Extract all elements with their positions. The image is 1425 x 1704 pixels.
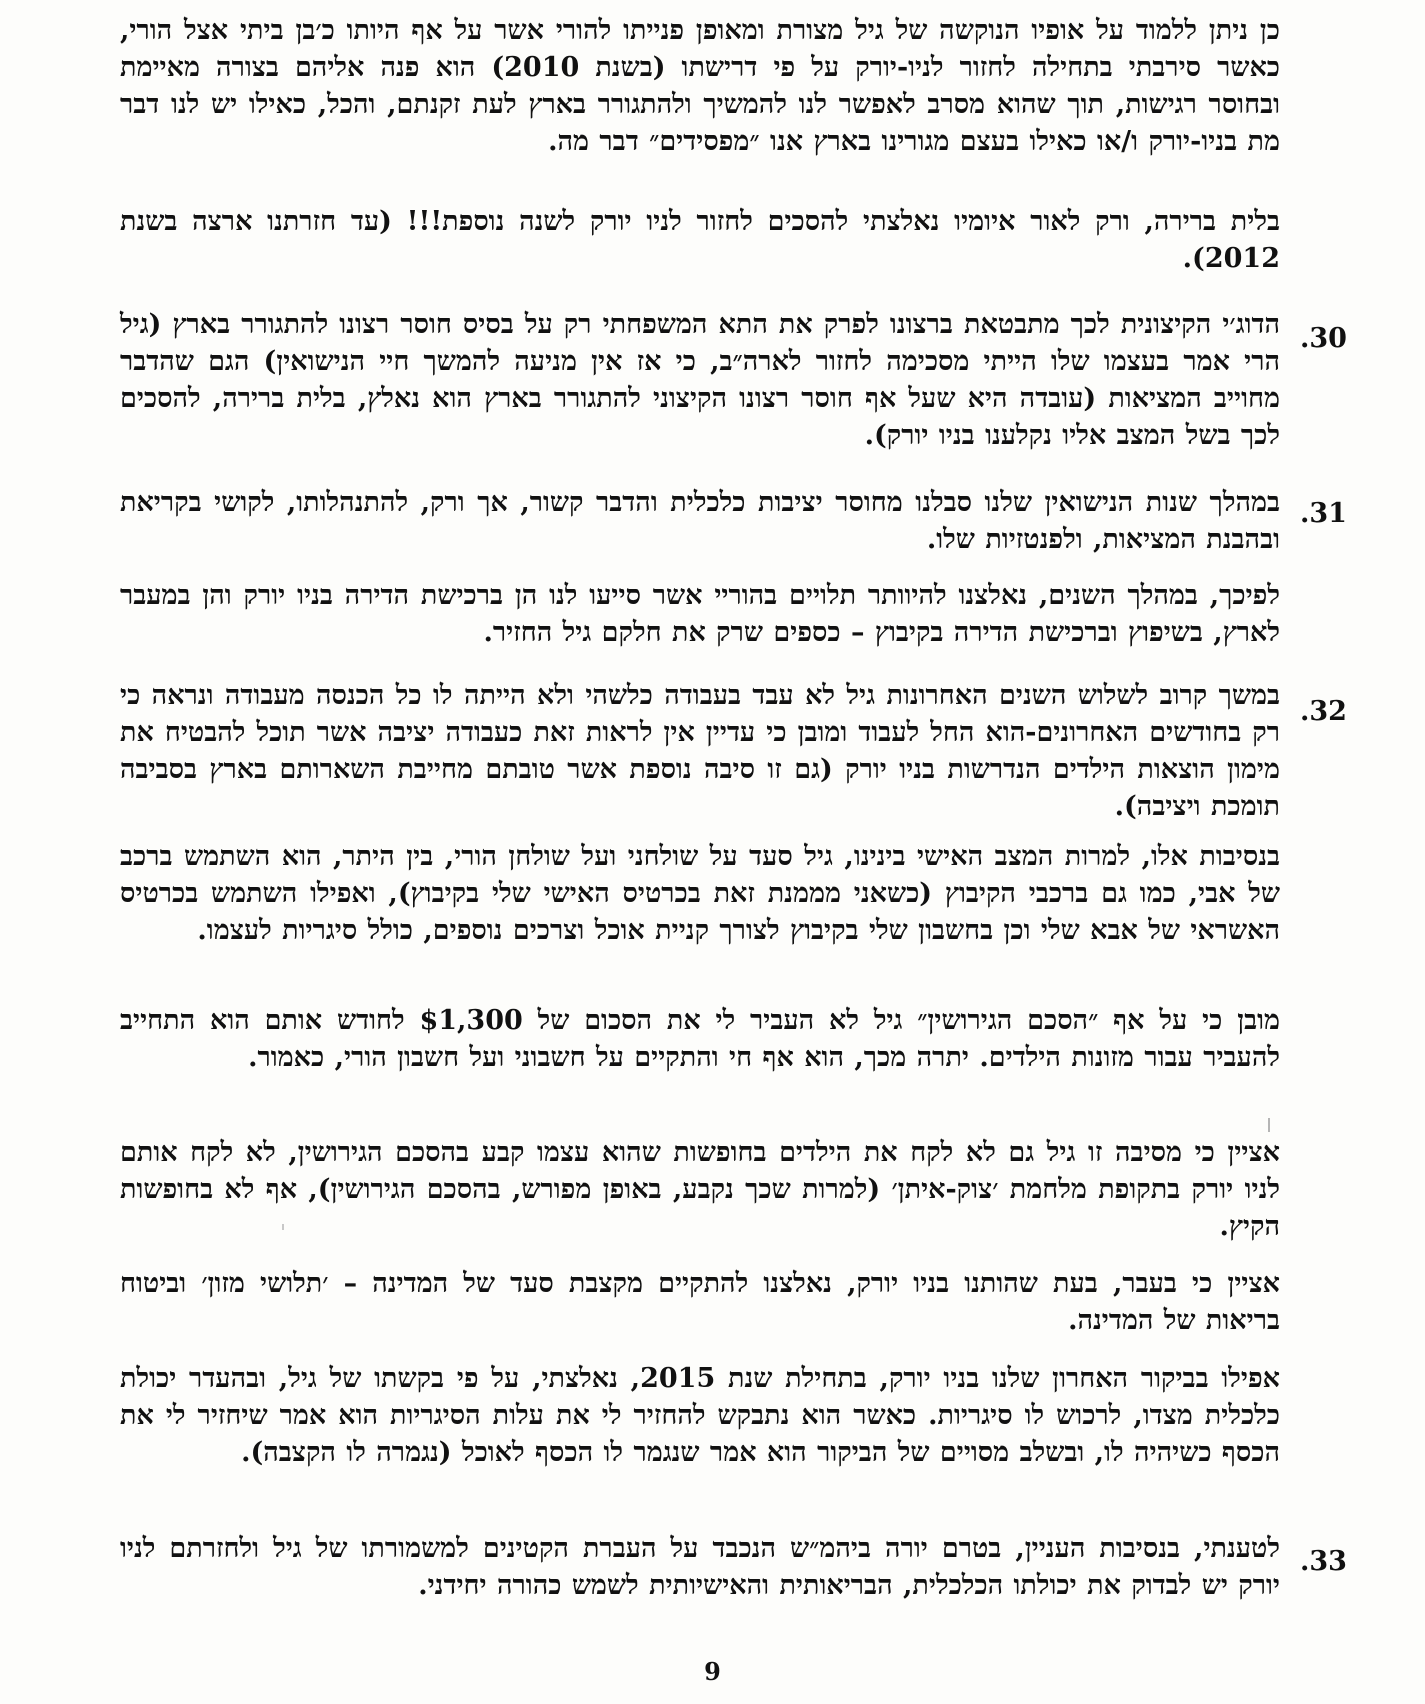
paragraph-block	[120, 838, 1280, 949]
paragraph-number: .30	[1300, 323, 1347, 354]
paragraph-block	[120, 12, 1280, 160]
paragraph-text: אפילו בביקור האחרון שלנו בניו יורק, בתחילת שנת 2015, נאלצתי, על פי בקשתו של גיל, ובהעדר יכולת כלכלית מצדו, לרכוש לו סיגריות. כאשר הוא נתבקש להחזיר לי את עלות הסיגריות הוא אמר שיחזיר לי את הכסף כשיהיה לו, ובשלב מסויים של הביקור הוא אמר שנגמר לו הכסף לאוכל (נגמרה לו הקצבה).	[120, 1363, 1280, 1468]
paragraph-text: מובן כי על אף ״הסכם הגירושין״ גיל לא העביר לי את הסכום של $1,300 לחודש אותם הוא התחייב להעביר עבור מזונות הילדים. יתרה מכך, הוא אף חי והתקיים על חשבוני ועל חשבון הורי, כאמור.	[120, 1005, 1280, 1073]
paragraph-block	[120, 203, 1280, 277]
paragraph-text: אציין כי בעבר, בעת שהותנו בניו יורק, נאלצנו להתקיים מקצבת סעד של המדינה – ׳תלושי מזון׳ וביטוח בריאות של המדינה.	[120, 1268, 1280, 1336]
paragraph-text: במשך קרוב לשלוש השנים האחרונות גיל לא עבד בעבודה כלשהי ולא הייתה לו כל הכנסה מעבודה ונראה כי רק בחודשים האחרונים-הוא החל לעבוד ומובן כי עדיין אין לראות זאת כעבודה יציבה אשר תוכל להבטיח את מימון הוצאות הילדים הנדרשות בניו יורק (גם זו סיבה נוספת אשר טובתם מחייבת השארותם בארץ בסביבה תומכת ויציבה).	[120, 680, 1280, 822]
paragraph-block	[120, 1265, 1280, 1339]
paragraph-text: אציין כי מסיבה זו גיל גם לא לקח את הילדים בחופשות שהוא עצמו קבע בהסכם הגירושין, לא לקח אותם לניו יורק בתקופת מלחמת ׳צוק-איתן׳ (למרות שכך נקבע, באופן מפורש, בהסכם הגירושין), אף לא בחופשות הקיץ.	[120, 1137, 1280, 1242]
paragraph-text: לטענתי, בנסיבות העניין, בטרם יורה ביהמ״ש הנכבד על העברת הקטינים למשמורתו של גיל ולחזרתם לניו יורק יש לבדוק את יכולתו הכלכלית, הבריאותית והאישיותית לשמש כהורה יחידני.	[120, 1533, 1280, 1601]
paragraph-block	[120, 1134, 1280, 1245]
paragraph-text: הדוג׳י הקיצונית לכך מתבטאת ברצונו לפרק את התא המשפחתי רק על בסיס חוסר רצונו להתגורר בארץ (גיל הרי אמר בעצמו שלו הייתי מסכימה לחזור לארה״ב, כי אז אין מניעה להמשך חיי הנישואין) הגם שהדבר מחוייב המציאות (עובדה היא שעל אף חוסר רצונו הקיצוני להתגורר בארץ הוא נאלץ, בלית ברירה, להסכים לכך בשל המצב אליו נקלענו בניו יורק).	[120, 309, 1280, 451]
paragraph-block	[120, 1360, 1280, 1471]
paragraph-block	[120, 577, 1280, 651]
scan-speck	[1268, 1118, 1270, 1132]
paragraph-number: .32	[1300, 696, 1347, 727]
paragraph-text: לפיכך, במהלך השנים, נאלצנו להיוותר תלויים בהוריי אשר סייעו לנו הן ברכישת הדירה בניו יורק והן במעבר לארץ, בשיפוץ וברכישת הדירה בקיבוץ – כספים שרק את חלקם גיל החזיר.	[120, 580, 1280, 648]
paragraph-block	[120, 677, 1280, 825]
paragraph-number: .31	[1300, 498, 1347, 529]
paragraph-block	[120, 1530, 1280, 1604]
paragraph-block	[120, 484, 1280, 558]
paragraph-block	[120, 1002, 1280, 1076]
page-number: 9	[704, 1657, 721, 1686]
paragraph-text: בלית ברירה, ורק לאור איומיו נאלצתי להסכים לחזור לניו יורק לשנה נוספת!!! (עד חזרתנו ארצה בשנת 2012).	[120, 206, 1280, 274]
paragraph-text: במהלך שנות הנישואין שלנו סבלנו מחוסר יציבות כלכלית והדבר קשור, אך ורק, להתנהלותו, לקושי בקריאת ובהבנת המציאות, ולפנטזיות שלו.	[120, 487, 1280, 555]
paragraph-block	[120, 306, 1280, 454]
paragraph-text: כן ניתן ללמוד על אופיו הנוקשה של גיל מצורת ומאופן פנייתו להורי אשר על אף היותו כ׳בן ביתי אצל הורי, כאשר סירבתי בתחילה לחזור לניו-יורק על פי דרישתו (בשנת 2010) הוא פנה אליהם בצורה מאיימת ובחוסר רגישות, תוך שהוא מסרב לאפשר לנו להמשיך ולהתגורר בארץ לעת זקנתם, והכל, כאילו יש לנו דבר מת בניו-יורק ו/או כאילו בעצם מגורינו בארץ אנו ״מפסידים״ דבר מה.	[120, 15, 1280, 157]
paragraph-text: בנסיבות אלו, למרות המצב האישי בינינו, גיל סעד על שולחני ועל שולחן הורי, בין היתר, הוא השתמש ברכב של אבי, כמו גם ברכבי הקיבוץ (כשאני מממנת זאת בכרטיס האישי שלי בקיבוץ), ואפילו השתמש בכרטיס האשראי של אבא שלי וכן בחשבון שלי בקיבוץ לצורך קניית אוכל וצרכים נוספים, כולל סיגריות לעצמו.	[120, 841, 1280, 946]
scan-speck	[282, 1224, 284, 1230]
paragraph-number: .33	[1300, 1546, 1347, 1577]
